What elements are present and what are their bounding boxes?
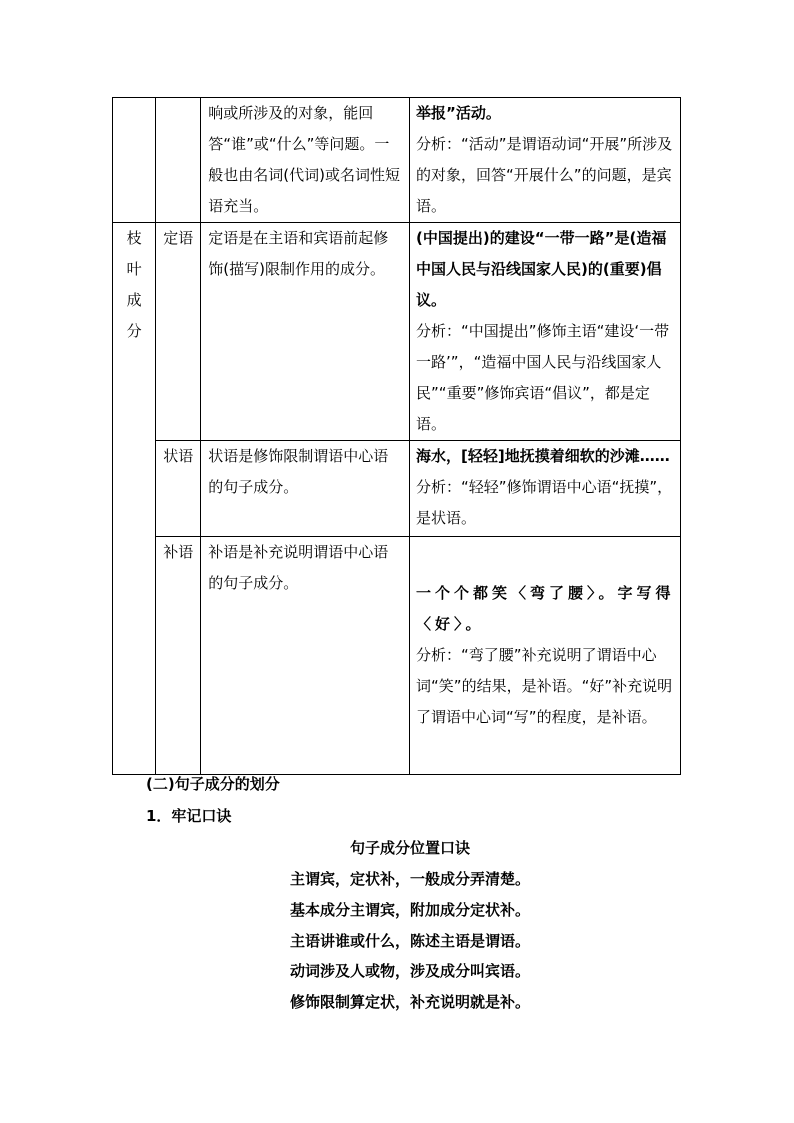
example-sentence: (中国提出)的建设“一带一路”是(造福中国人民与沿线国家人民)的(重要)倡议。 — [416, 229, 667, 309]
example-analysis: 分析：“弯了腰”补充说明了谓语中心词“笑”的结果，是补语。“好”补充说明了谓语中心词“写”的程度，是补语。 — [416, 646, 673, 726]
category-char: 枝 — [126, 229, 142, 247]
component-definition: 定语是在主语和宾语前起修饰(描写)限制作用的成分。 — [201, 223, 410, 441]
verse-title: 句子成分位置口诀 — [349, 839, 470, 857]
table-row-complement — [113, 537, 681, 775]
table-row-attributive — [113, 223, 681, 441]
subsection-heading: 1．牢记口诀 — [146, 807, 232, 825]
name-cell-empty — [156, 98, 201, 223]
verse-line: 动词涉及人或物，涉及成分叫宾语。 — [289, 962, 530, 980]
component-example — [410, 223, 681, 441]
verse-line: 主谓宾，定状补，一般成分弄清楚。 — [289, 870, 530, 888]
verse-line: 主语讲谁或什么，陈述主语是谓语。 — [289, 932, 530, 950]
component-definition: 补语是补充说明谓语中心语的句子成分。 — [201, 537, 410, 775]
category-char: 成 — [126, 291, 142, 309]
verse-line: 修饰限制算定状，补充说明就是补。 — [289, 993, 530, 1011]
table-row-adverbial — [113, 441, 681, 537]
object-example — [410, 98, 681, 223]
sentence-components-table — [112, 97, 681, 775]
component-name: 定语 — [156, 223, 201, 441]
component-example — [410, 441, 681, 537]
category-char: 叶 — [126, 260, 142, 278]
example-analysis: 分析：“中国提出”修饰主语“建设‘一带一路’”，“造福中国人民与沿线国家人民”“重要”修饰宾语“倡议”，都是定语。 — [416, 322, 670, 433]
section-heading: (二)句子成分的划分 — [146, 775, 280, 793]
component-name: 补语 — [156, 537, 201, 775]
component-name: 状语 — [156, 441, 201, 537]
verse-line: 基本成分主谓宾，附加成分定状补。 — [289, 901, 530, 919]
category-cell-empty — [113, 98, 156, 223]
object-definition-text: 响或所涉及的对象，能回答“谁”或“什么”等问题。一般也由名词(代词)或名词性短语充当。 — [208, 104, 401, 215]
object-analysis-text: 分析：“活动”是谓语动词“开展”所涉及的对象，回答“开展什么”的问题，是宾语。 — [416, 135, 673, 215]
object-definition — [201, 98, 410, 223]
component-example — [410, 537, 681, 775]
example-analysis: 分析：“轻轻”修饰谓语中心语“抚摸”，是状语。 — [416, 478, 673, 527]
component-definition: 状语是修饰限制谓语中心语的句子成分。 — [201, 441, 410, 537]
example-sentence: 一个个都笑〈弯了腰〉。字写得〈好〉。 — [416, 584, 675, 633]
category-cell-branch-components — [113, 223, 156, 775]
table-row-object — [113, 98, 681, 223]
category-char: 分 — [126, 322, 142, 340]
example-sentence: 海水，[轻轻]地抚摸着细软的沙滩…… — [416, 447, 670, 465]
object-example-text: 举报”活动。 — [416, 104, 501, 122]
